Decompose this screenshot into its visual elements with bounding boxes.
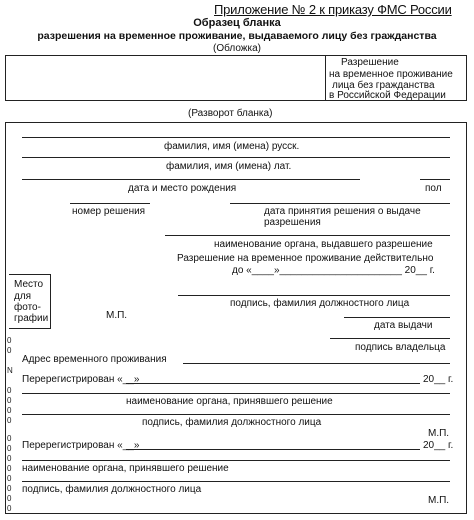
- issue-date-line: [344, 317, 450, 318]
- holder-signature-line: [330, 338, 450, 339]
- birth-label: дата и место рождения: [128, 183, 237, 194]
- photo-label-4: графии: [14, 313, 49, 324]
- issue-date-label: дата выдачи: [374, 320, 433, 331]
- accepting-body-1-label: наименование органа, принявшего решение: [126, 396, 333, 407]
- cover-text-2: на временное проживание: [329, 69, 453, 80]
- reregistered-1-label: Перерегистрирован «__»: [22, 374, 140, 385]
- spread-box: [5, 122, 467, 514]
- name-rus-line: [22, 137, 450, 138]
- side-mark-5: 0: [7, 396, 12, 405]
- photo-label-2: для: [14, 291, 32, 302]
- reregistered-2-label: Перерегистрирован «__»: [22, 440, 140, 451]
- cover-text-4: в Российской Федерации: [329, 90, 446, 101]
- side-mark-4: 0: [7, 386, 12, 395]
- name-lat-label: фамилия, имя (имена) лат.: [166, 161, 292, 172]
- accepting-body-2-line: [22, 460, 450, 461]
- side-mark-6: 0: [7, 406, 12, 415]
- decision-date-line: [230, 203, 450, 204]
- cover-text-3: лица без гражданства: [332, 80, 435, 91]
- issuing-body-label: наименование органа, выдавшего разрешение: [214, 239, 433, 250]
- spread-label: (Разворот бланка): [188, 108, 273, 119]
- cover-text-1: Разрешение: [341, 57, 399, 68]
- sex-line: [420, 179, 450, 180]
- side-mark-9: 0: [7, 444, 12, 453]
- official-signature-3-label: подпись, фамилия должностного лица: [22, 484, 202, 495]
- birth-line: [22, 179, 360, 180]
- holder-signature-label: подпись владельца: [355, 342, 446, 353]
- reregistered-1-line: [126, 383, 420, 384]
- side-mark-3: N: [7, 366, 13, 375]
- official-signature-line: [178, 295, 450, 296]
- decision-number-line: [70, 203, 150, 204]
- official-signature-2-line: [22, 414, 450, 415]
- official-signature-3-line: [22, 481, 450, 482]
- official-signature-label: подпись, фамилия должностного лица: [230, 298, 410, 309]
- reregistered-2-line: [126, 449, 420, 450]
- accepting-body-2-label: наименование органа, принявшего решение: [22, 463, 229, 474]
- photo-label-1: Место: [14, 279, 44, 290]
- side-mark-11: 0: [7, 464, 12, 473]
- side-mark-10: 0: [7, 454, 12, 463]
- stamp-2: М.П.: [428, 428, 450, 439]
- stamp-1: М.П.: [106, 310, 128, 321]
- side-mark-13: 0: [7, 484, 12, 493]
- reregistered-1-year: 20__ г.: [423, 374, 454, 385]
- official-signature-2-label: подпись, фамилия должностного лица: [142, 417, 322, 428]
- side-mark-15: 0: [7, 504, 12, 513]
- valid-label-2: до «____»______________________ 20__ г.: [232, 265, 435, 276]
- side-mark-8: 0: [7, 434, 12, 443]
- appendix-title: Приложение № 2 к приказу ФМС России: [214, 2, 452, 17]
- decision-number-label: номер решения: [72, 206, 146, 217]
- side-mark-12: 0: [7, 474, 12, 483]
- side-mark-2: 0: [7, 346, 12, 355]
- sex-label: пол: [425, 183, 442, 194]
- name-rus-label: фамилия, имя (имена) русск.: [164, 141, 300, 152]
- valid-label-1: Разрешение на временное проживание действительно: [177, 253, 434, 264]
- photo-label-3: фото-: [14, 302, 41, 313]
- decision-date-label-1: дата принятия решения о выдаче: [264, 206, 421, 217]
- issuing-body-line: [165, 235, 450, 236]
- cover-divider: [325, 55, 326, 101]
- name-lat-line: [22, 157, 450, 158]
- stamp-3: М.П.: [428, 495, 450, 506]
- cover-label: (Обложка): [213, 43, 261, 54]
- form-title-line1: Образец бланка: [193, 17, 281, 29]
- form-title-line2: разрешения на временное проживание, выдаваемого лицу без гражданства: [37, 30, 437, 42]
- side-mark-1: 0: [7, 336, 12, 345]
- address-line: [183, 363, 450, 364]
- decision-date-label-2: разрешения: [264, 217, 321, 228]
- side-mark-7: 0: [7, 416, 12, 425]
- reregistered-2-year: 20__ г.: [423, 440, 454, 451]
- side-mark-14: 0: [7, 494, 12, 503]
- address-label: Адрес временного проживания: [22, 354, 167, 365]
- accepting-body-1-line: [22, 393, 450, 394]
